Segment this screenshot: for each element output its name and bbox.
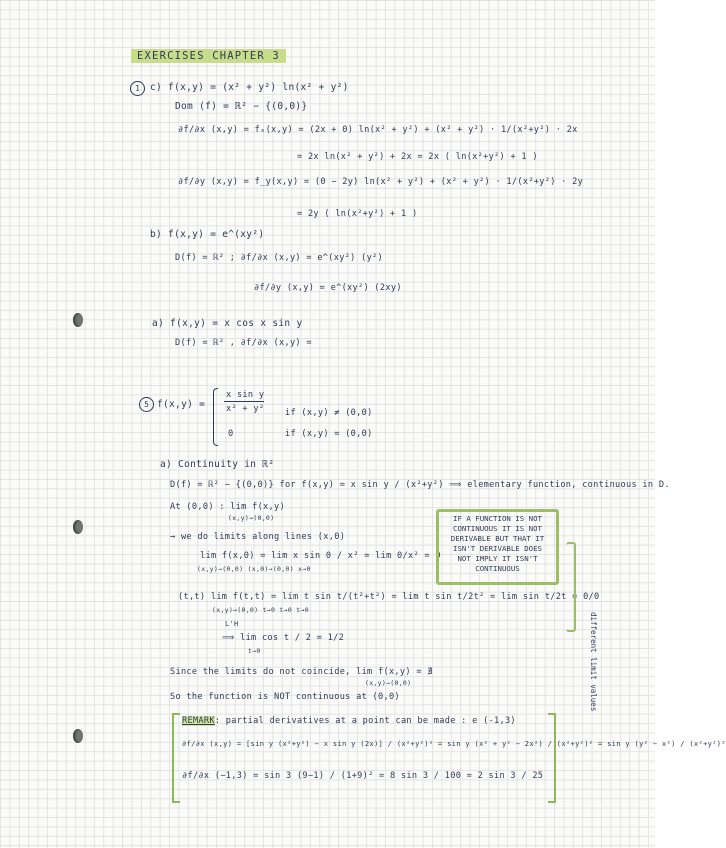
lhopital-tag: L'H (225, 620, 239, 628)
ex5-function-name: f(x,y) = (157, 399, 206, 410)
ex1-c-domain: Dom (f) = ℝ² − {(0,0)} (175, 101, 308, 112)
ex5-since-line: Since the limits do not coincide, lim f(x,y) = ∄ (170, 667, 433, 677)
remark-point-partial: ∂f/∂x (−1,3) = sin 3 (9−1) / (1+9)² = 8 sin 3 / 100 = 2 sin 3 / 25 (182, 771, 544, 781)
ex5-limit-diagonal-sub: (x,y)→(0,0) t→0 t→0 t→0 (212, 606, 309, 614)
ex1-c-function: c) f(x,y) = (x² + y²) ln(x² + y²) (150, 82, 349, 93)
ex5-at-origin-sub: (x,y)→(0,0) (228, 514, 275, 522)
binder-hole-2 (73, 520, 83, 534)
exercise-5-marker: 5 (139, 397, 154, 412)
case1-denominator: x² + y² (226, 404, 265, 414)
binder-hole-1 (73, 313, 83, 327)
ex5-limit-diagonal: (t,t) lim f(t,t) = lim t sin t/(t²+t²) = lim t sin t/2t² = lim sin t/2t = 0/0 (178, 592, 600, 602)
case1-numerator: x sin y (226, 390, 265, 400)
ex5-since-sub: (x,y)→(0,0) (365, 679, 412, 687)
ex1-b-function: b) f(x,y) = e^(xy²) (150, 229, 265, 240)
remark-label: REMARK (182, 716, 215, 726)
remark-general-partial: ∂f/∂x (x,y) = [sin y (x²+y²) − x sin y (2x)] / (x²+y²)² = sin y (x² + y² − 2x²) / (x²+y²)² = sin y (y² − x²) / (x²+y²)² (182, 739, 726, 748)
ex1-b-partial-y: ∂f/∂y (x,y) = e^(xy²) (2xy) (254, 283, 402, 293)
ex5-conclusion: So the function is NOT continuous at (0,0) (170, 692, 400, 702)
side-note-different-limits: different limit values (589, 612, 598, 712)
ex5-domain-line: D(f) = ℝ² − {(0,0)} for f(x,y) = x sin y / (x²+y²) ⟹ elementary function, continuous in D. (170, 480, 670, 490)
ex5-limit-x-axis-sub: (x,y)→(0,0) (x,0)→(0,0) x→0 (197, 565, 311, 573)
ex1-a-function: a) f(x,y) = x cos x sin y (152, 318, 303, 329)
ex5-a-heading: a) Continuity in ℝ² (160, 459, 275, 470)
chapter-title: EXERCISES CHAPTER 3 (131, 49, 286, 63)
ex1-c-partial-x-result: = 2x ln(x² + y²) + 2x = 2x ( ln(x²+y²) + 1 ) (297, 152, 538, 162)
ex1-c-partial-y-result: = 2y ( ln(x²+y²) + 1 ) (297, 209, 418, 219)
side-note-bracket (566, 542, 576, 632)
case1-fraction-bar (224, 401, 264, 402)
ex5-limit-lhopital: ⟹ lim cos t / 2 = 1/2 (222, 633, 345, 643)
ex5-iterated-line: → we do limits along lines (x,0) (170, 532, 346, 542)
binder-hole-3 (73, 729, 83, 743)
case2-value: 0 (228, 429, 234, 439)
continuity-note: IF A FUNCTION IS NOT CONTINUOUS IT IS NOT DERIVABLE BUT THAT IT ISN'T DERIVABLE DOES NOT IMPLY IT ISN'T CONTINUOUS (450, 514, 545, 573)
ex1-b-domain-partial-x: D(f) = ℝ² ; ∂f/∂x (x,y) = e^(xy²) (y²) (175, 253, 384, 263)
remark-text: : partial derivatives at a point can be made : e (-1,3) (214, 716, 516, 726)
ex1-c-partial-y: ∂f/∂y (x,y) = f_y(x,y) = (0 − 2y) ln(x² + y²) + (x² + y²) · 1/(x²+y²) · 2y (178, 177, 584, 187)
ex5-limit-x-axis: lim f(x,0) = lim x sin 0 / x² = lim 0/x² = 0 (200, 551, 441, 561)
remark-line (182, 715, 516, 727)
ex5-limit-lhopital-sub: t→0 (248, 647, 261, 655)
ex1-a-domain-partial-x: D(f) = ℝ² , ∂f/∂x (x,y) = (175, 338, 312, 348)
remark-left-bracket (172, 713, 180, 803)
ex5-at-origin: At (0,0) : lim f(x,y) (170, 502, 285, 512)
case2-condition: if (x,y) = (0,0) (285, 429, 373, 439)
case1-condition: if (x,y) ≠ (0,0) (285, 408, 373, 418)
exercise-1-marker: 1 (130, 81, 145, 96)
ex1-c-partial-x: ∂f/∂x (x,y) = fₓ(x,y) = (2x + 0) ln(x² + y²) + (x² + y²) · 1/(x²+y²) · 2x (178, 125, 578, 135)
remark-right-bracket (548, 713, 556, 803)
piecewise-brace (213, 388, 218, 446)
